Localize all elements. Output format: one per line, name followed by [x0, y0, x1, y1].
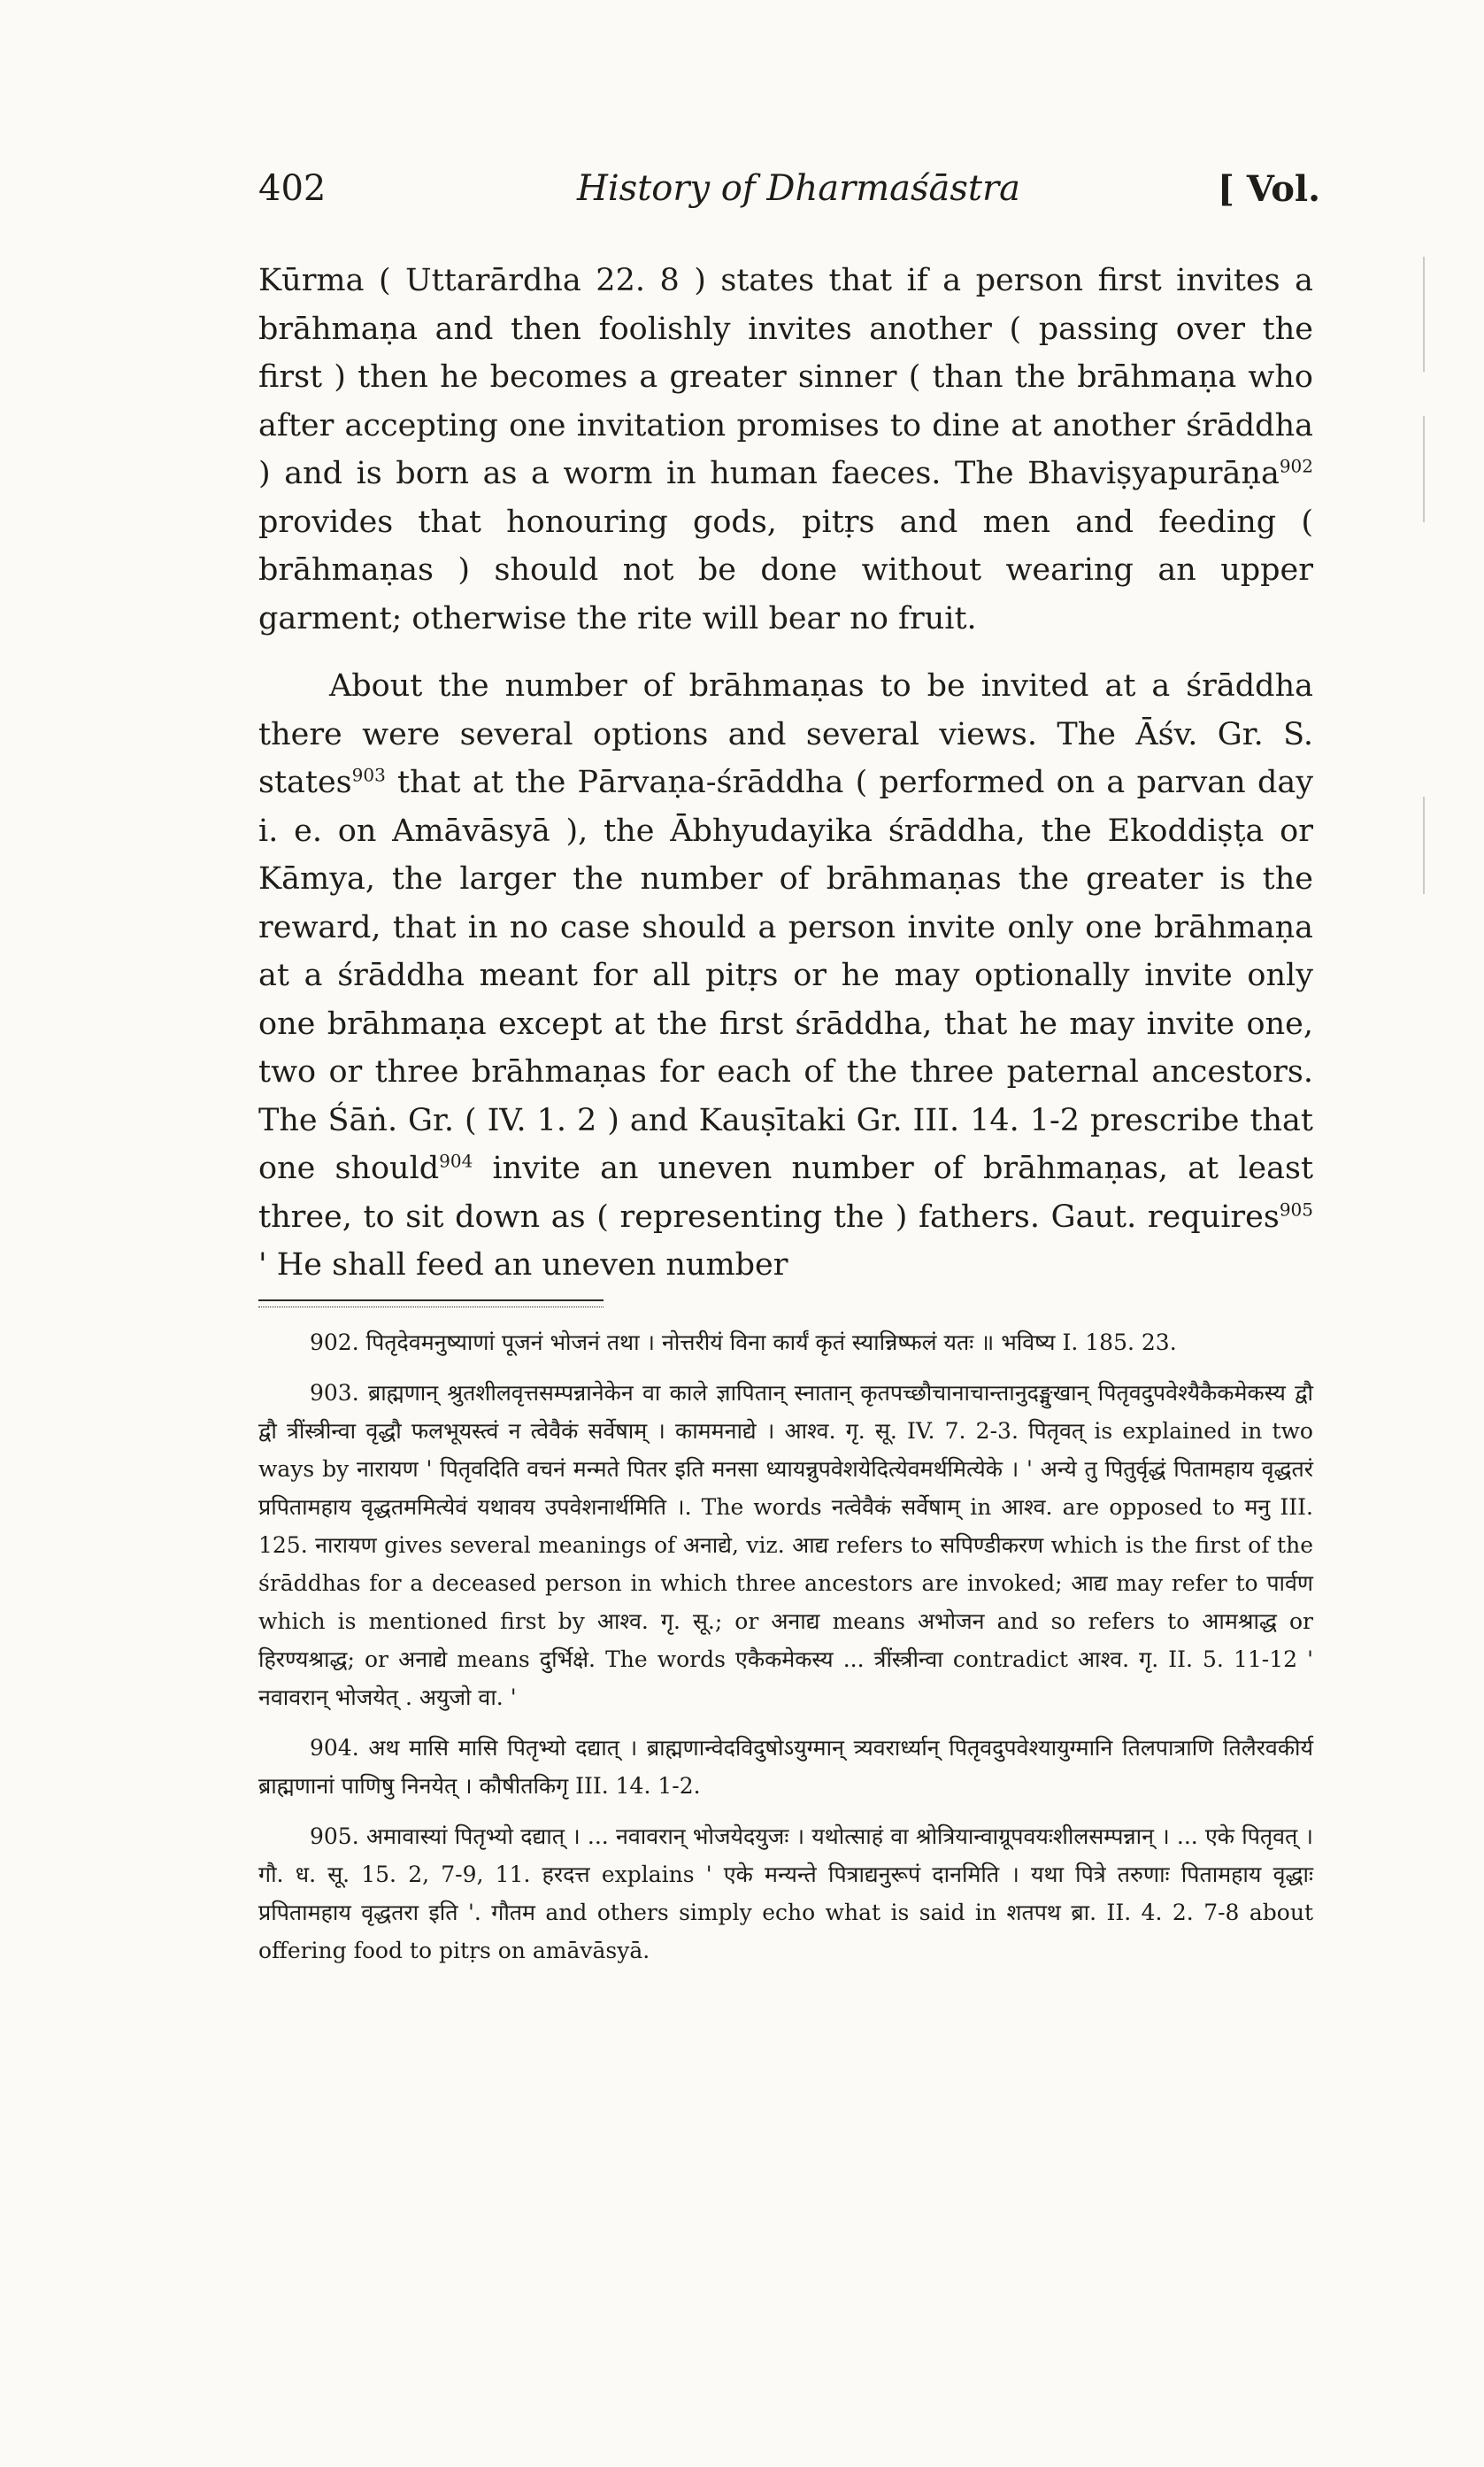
footnote-902: 902. पितृदेवमनुष्याणां पूजनं भोजनं तथा । नोत्तरीयं विना कार्यं कृतं स्यान्निष्फलं यतः ॥ भविष्य I. 185. 23.	[310, 1330, 1177, 1355]
paragraph-number-of-brahmanas: About the number of brāhmaṇas to be invited at a śrāddha there were several options and several views. The Āśv. Gr. S. states$^{903}$ that at the Pārvaṇa-śrāddha ( performed on a parvan day i. e. on Amāvāsyā ), the Ābhyudayika śrāddha, the Ekoddiṣṭa or Kāmya, the larger the number of brāhmaṇas the greater is the reward, that in no case should a person invite only one brāhmaṇa at a śrāddha meant for all pitṛs or he may optionally invite only one brāhmaṇa except at the first śrāddha, that he may invite one, two or three brāhmaṇas for each of the three paternal ancestors. The Śāṅ. Gr. ( IV. 1. 2 ) and Kauṣītaki Gr. III. 14. 1-2 prescribe that one should$^{904}$ invite an uneven number of brāhmaṇas, at least three, to sit down as ( representing the ) fathers. Gaut. requires$^{905}$ ' He shall feed an uneven number	[258, 668, 1314, 1283]
footnote-separator	[258, 1299, 604, 1307]
footnote-ref-903: 903	[351, 764, 386, 786]
footnote-ref-904: 904	[439, 1150, 473, 1172]
scan-margin-mark	[1423, 797, 1425, 894]
footnote-ref-905: 905	[1279, 1198, 1313, 1220]
footnote-ref-902: 902	[1279, 455, 1313, 477]
footnote-905: 905. अमावास्यां पितृभ्यो दद्यात् । ... नवावरान् भोजयेदयुजः । यथोत्साहं वा श्रोत्रियान्वाग्रूपवयःशीलसम्पन्नान् । ... एके पितृवत् । गौ. ध. सू. 15. 2, 7-9, 11. हरदत्त explains ' एके मन्यन्ते पित्राद्यनुरूपं दानमिति । यथा पित्रे तरुणाः पितामहाय वृद्धाः प्रपितामहाय वृद्धतरा इति '. गौतम and others simply echo what is said in शतपथ ब्रा. II. 4. 2. 7-8 about offering food to pitṛs on amāvāsyā.	[258, 1823, 1313, 1963]
footnotes	[258, 1323, 1313, 1982]
volume-marker: [ Vol.	[1217, 168, 1320, 210]
footnote-904: 904. अथ मासि मासि पितृभ्यो दद्यात् । ब्राह्मणान्वेदविदुषोऽयुग्मान् त्र्यवरार्ध्यान् पितृवदुपवेश्यायुग्मानि तिलपात्राणि तिलैरवकीर्य ब्राह्मणानां पाणिषु निनयेत् । कौषीतकिगृ III. 14. 1-2.	[258, 1735, 1313, 1799]
paragraph-kurma: Kūrma ( Uttarārdha 22. 8 ) states that if a person first invites a brāhmaṇa and then foolishly invites another ( passing over the first ) then he becomes a greater sinner ( than the brāhmaṇa who after accepting one invitation promises to dine at another śrāddha ) and is born as a worm in human faeces. The Bhaviṣyapurāṇa$^{902}$ provides that honouring gods, pitṛs and men and feeding ( brāhmaṇas ) should not be done without wearing an upper garment; otherwise the rite will bear no fruit.	[258, 263, 1313, 636]
footnote-903: 903. ब्राह्मणान् श्रुतशीलवृत्तसम्पन्नानेकेन वा काले ज्ञापितान् स्नातान् कृतपच्छौचानाचान्तानुदङ्मुखान् पितृवदुपवेश्यैकैकमेकस्य द्वौ द्वौ त्रींस्त्रीन्वा वृद्धौ फलभूयस्त्वं न त्वेवैकं सर्वेषाम् । काममनाद्ये । आश्व. गृ. सू. IV. 7. 2-3. पितृवत् is explained in two ways by नारायण ' पितृवदिति वचनं मन्मते पितर इति मनसा ध्यायन्नुपवेशयेदित्येवमर्थमित्येके । ' अन्ये तु पितुर्वृद्धं पितामहाय वृद्धतरं प्रपितामहाय वृद्धतममित्येवं यथावय उपवेशनार्थमिति ।. The words नत्वेवैकं सर्वेषाम् in आश्व. are opposed to मनु III. 125. नारायण gives several meanings of अनाद्ये, viz. आद्य refers to सपिण्डीकरण which is the first of the śrāddhas for a deceased person in which three ancestors are invoked; आद्य may refer to पार्वण which is mentioned first by आश्व. गृ. सू.; or अनाद्य means अभोजन and so refers to आमश्राद्ध or हिरण्यश्राद्ध; or अनाद्ये means दुर्भिक्षे. The words एकैकमेकस्य ... त्रींस्त्रीन्वा contradict आश्व. गृ. II. 5. 11-12 ' नवावरान् भोजयेत् . अयुजो वा. '	[258, 1380, 1313, 1710]
scan-margin-mark	[1423, 416, 1425, 522]
main-text	[258, 257, 1313, 1290]
scan-margin-mark	[1423, 257, 1425, 372]
page-header	[258, 168, 1320, 221]
page-number: 402	[258, 168, 327, 209]
running-title: History of Dharmaśāstra	[577, 168, 1020, 209]
